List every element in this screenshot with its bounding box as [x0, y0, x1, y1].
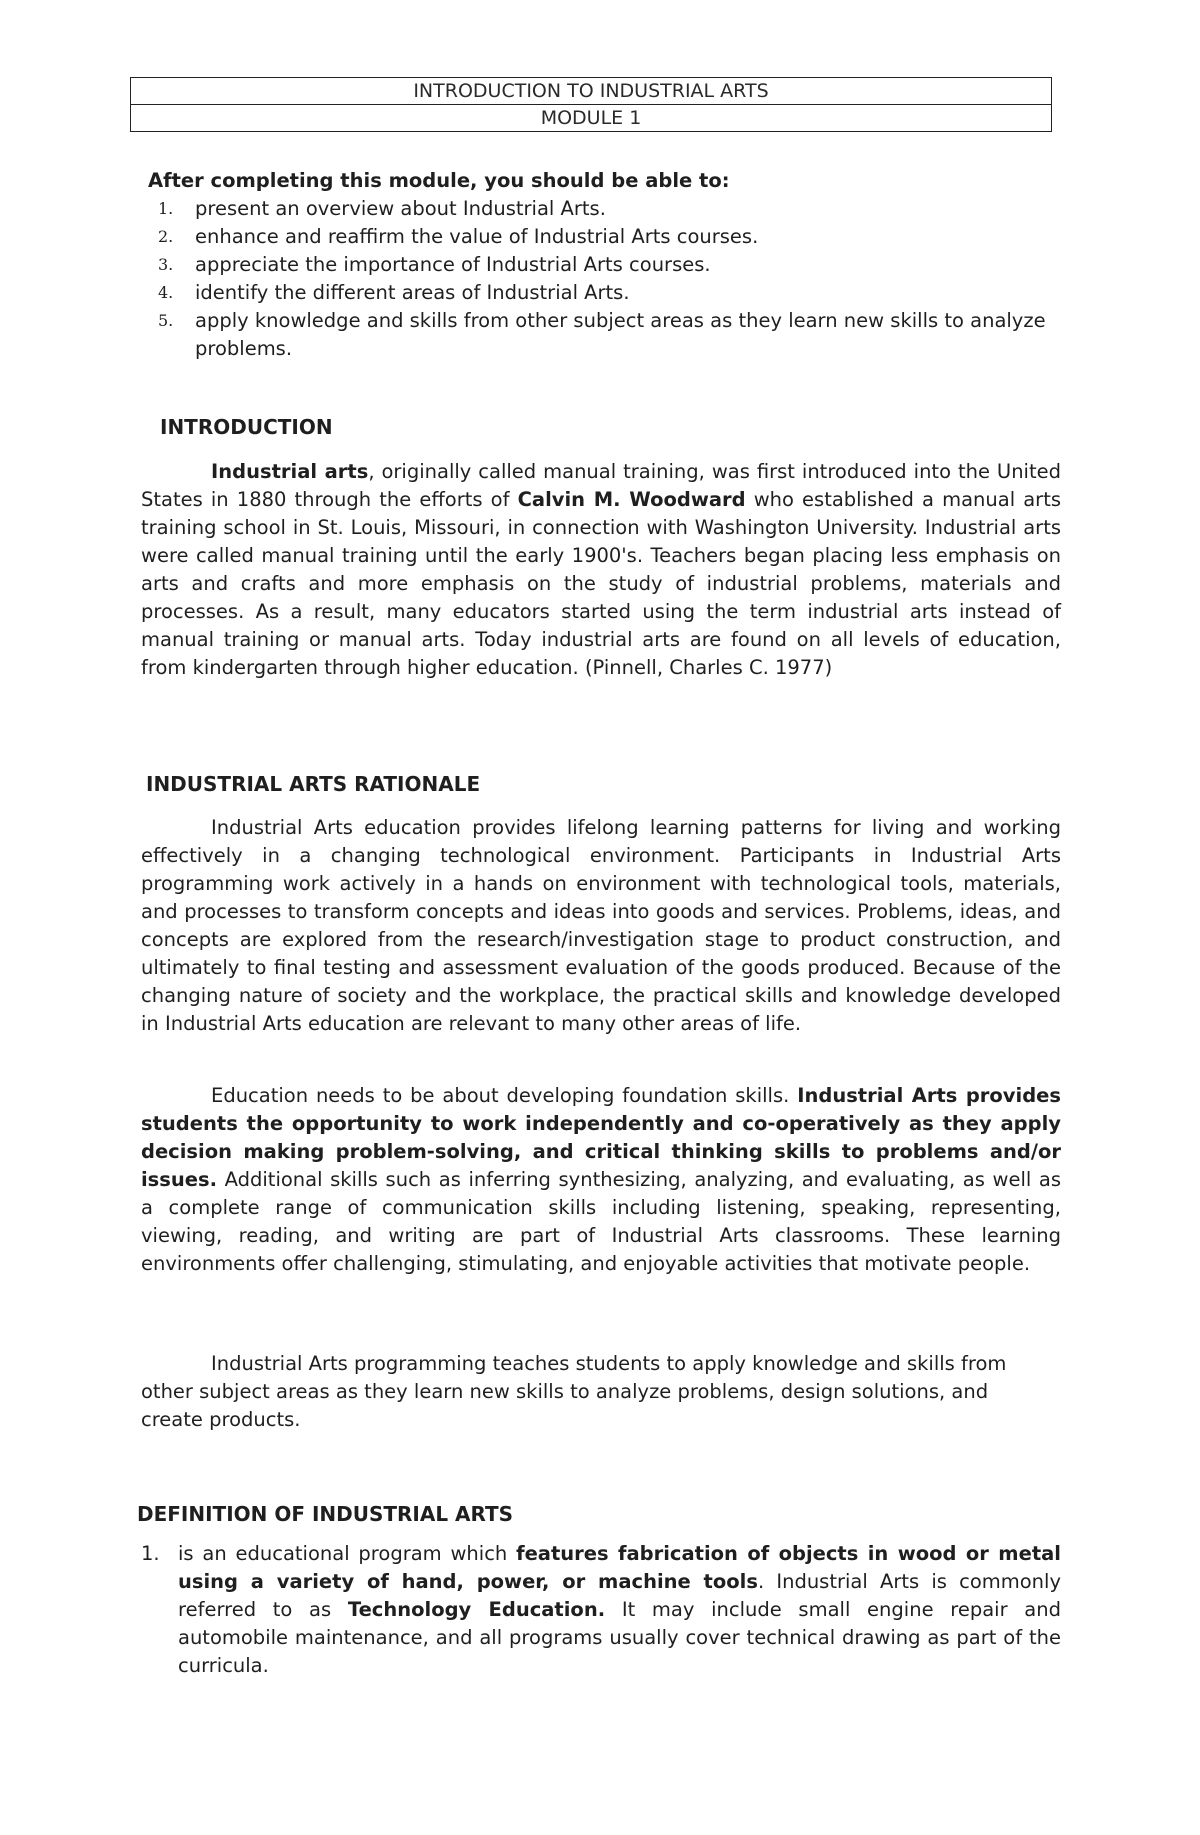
objectives-list — [148, 195, 1068, 363]
objective-number: 1. — [158, 199, 174, 218]
objective-text: identify the different areas of Industrial Arts. — [195, 281, 630, 304]
objective-number: 5. — [158, 311, 174, 330]
objective-item — [148, 251, 1067, 279]
module-header-table — [130, 77, 1052, 132]
learning-objectives — [148, 167, 1068, 363]
definition-heading: DEFINITION OF INDUSTRIAL ARTS — [137, 1502, 514, 1526]
objective-item — [148, 307, 1067, 363]
objective-text: enhance and reaffirm the value of Industrial Arts courses. — [195, 225, 759, 248]
introduction-heading: INTRODUCTION — [160, 415, 333, 439]
person-calvin-woodward: Calvin M. Woodward — [517, 488, 746, 511]
objective-text: present an overview about Industrial Arts. — [195, 197, 606, 220]
course-title: INTRODUCTION TO INDUSTRIAL ARTS — [413, 80, 769, 102]
definition-list — [141, 1540, 1061, 1680]
objectives-lead: After completing this module, you should be able to: — [148, 169, 730, 192]
definition-item: 1. is an educational program which features fabrication of objects in wood or metal using a variety of hand, power, or machine tools. Industrial Arts is commonly referred to as Technology Education. It may include small engine repair and automobile maintenance, and all programs usually cover technical drawing as part of the curricula. — [141, 1542, 1061, 1677]
objective-item — [148, 195, 1067, 223]
term-industrial-arts: Industrial arts — [211, 460, 369, 483]
rationale-paragraph-2: Education needs to be about developing foundation skills. Industrial Arts provides students the opportunity to work independently and co-operatively as they apply decision making problem-solving, and critical thinking skills to problems and/or issues. Additional skills such as inferring synthesizing, analyzing, and evaluating, as well as a complete range of communication skills including listening, speaking, representing, viewing, reading, and writing are part of Industrial Arts classrooms. These learning environments offer challenging, stimulating, and enjoyable activities that motivate people. — [141, 1084, 1061, 1275]
objective-text: appreciate the importance of Industrial Arts courses. — [195, 253, 711, 276]
rationale-heading: INDUSTRIAL ARTS RATIONALE — [146, 772, 481, 796]
rationale-key-statement: Industrial Arts provides students the opportunity to work independently and co-operatively as they apply decision making problem-solving, and critical thinking skills to problems and/or issues. — [141, 1084, 1061, 1191]
module-label: MODULE 1 — [131, 104, 1051, 131]
introduction-paragraph: Industrial arts, originally called manual training, was first introduced into the United States in 1880 through the efforts of Calvin M. Woodward who established a manual arts training school in St. Louis, Missouri, in connection with Washington University. Industrial arts were called manual training until the early 1900's. Teachers began placing less emphasis on arts and crafts and more emphasis on the study of industrial problems, materials and processes. As a result, many educators started using the term industrial arts instead of manual training or manual arts. Today industrial arts are found on all levels of education, from kindergarten through higher education. (Pinnell, Charles C. 1977) — [141, 460, 1062, 679]
objective-number: 3. — [158, 255, 174, 274]
objective-text: apply knowledge and skills from other subject areas as they learn new skills to analyze problems. — [195, 309, 1046, 360]
definition-number: 1. — [141, 1542, 160, 1565]
rationale-paragraph-3: Industrial Arts programming teaches students to apply knowledge and skills from other subject areas as they learn new skills to analyze problems, design solutions, and create products. — [141, 1352, 1007, 1431]
objective-number: 2. — [158, 227, 174, 246]
objective-item — [148, 279, 1067, 307]
term-technology-education: Technology Education. — [347, 1598, 606, 1621]
rationale-paragraph-1: Industrial Arts education provides lifelong learning patterns for living and working effectively in a changing technological environment. Participants in Industrial Arts programming work actively in a hands on environment with technological tools, materials, and processes to transform concepts and ideas into goods and services. Problems, ideas, and concepts are explored from the research/investigation stage to product construction, and ultimately to final testing and assessment evaluation of the goods produced. Because of the changing nature of society and the workplace, the practical skills and knowledge developed in Industrial Arts education are relevant to many other areas of life. — [141, 816, 1061, 1035]
definition-emphasis: features fabrication of objects in wood or metal using a variety of hand, power, or machine tools — [178, 1542, 1061, 1593]
objective-item — [148, 223, 1067, 251]
objective-number: 4. — [158, 283, 174, 302]
